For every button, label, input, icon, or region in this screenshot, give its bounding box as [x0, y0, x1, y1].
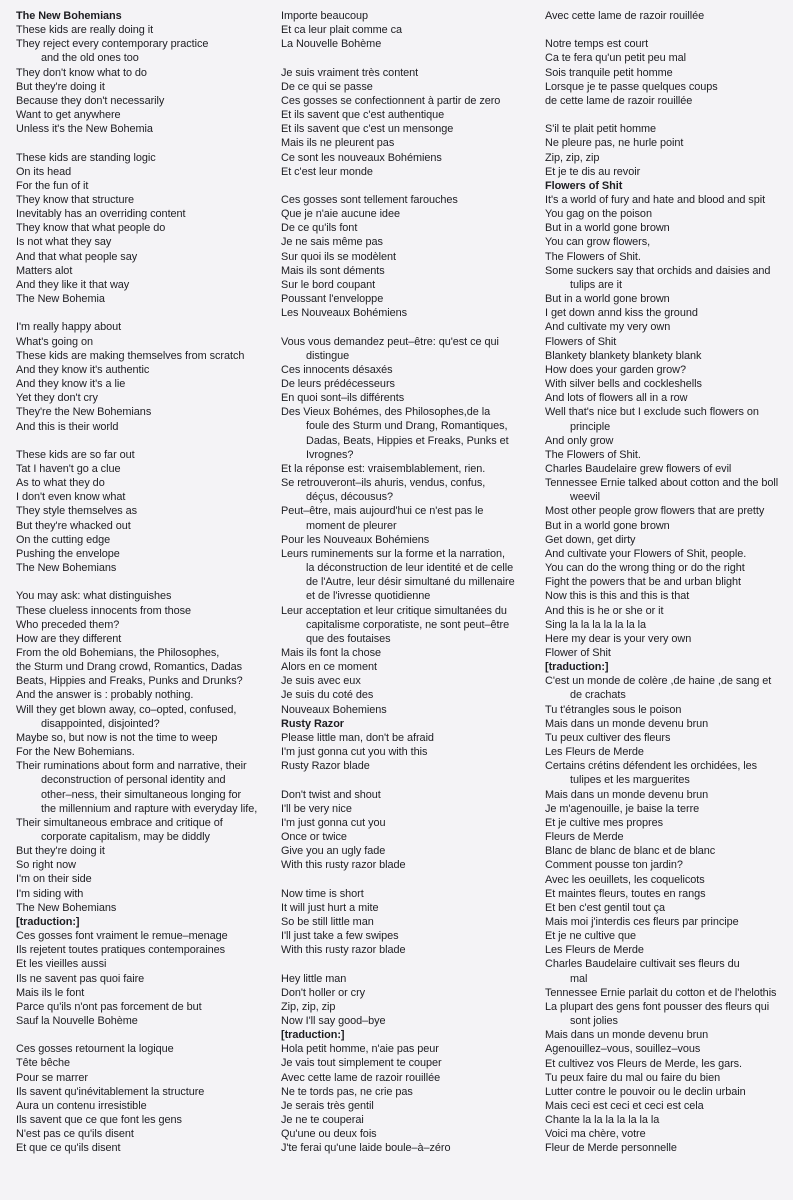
- lyric-line: moment de pleurer: [306, 519, 397, 532]
- lyric-line: Et je cultive mes propres: [545, 816, 663, 829]
- lyric-line: Ils ne savent pas quoi faire: [16, 972, 145, 985]
- lyric-line: Ils rejetent toutes pratiques contemporaines: [16, 944, 226, 957]
- lyric-line: Ces innocents désaxés: [281, 363, 393, 376]
- lyric-line: From the old Bohemians, the Philosophes,: [16, 646, 220, 659]
- lyric-line: Mais ceci est ceci et ceci est cela: [545, 1100, 704, 1112]
- lyric-line: Will they get blown away, co–opted, confused,: [16, 703, 237, 716]
- lyric-line: Mais dans un monde devenu brun: [545, 1029, 709, 1042]
- lyric-line: Et la réponse est: vraisemblablement, rien.: [281, 462, 486, 475]
- lyric-line: Les Nouveaux Bohémiens: [281, 307, 408, 320]
- lyric-line: Flowers of Shit: [545, 335, 617, 348]
- lyric-line: tulipes et les marguerites: [570, 774, 690, 787]
- lyric-line: Mais dans un monde devenu brun: [545, 717, 709, 730]
- lyric-line: capitalisme corporatiste, ne sont peut–être: [306, 618, 510, 631]
- lyric-line: I'm siding with: [16, 887, 84, 900]
- stanza-break: [281, 179, 539, 193]
- lyric-line: Blanc de blanc de blanc et de blanc: [545, 845, 716, 858]
- lyric-line: Zip, zip, zip: [545, 151, 600, 164]
- lyric-line: Ils savent que ce que font les gens: [16, 1114, 182, 1127]
- lyric-line: Who preceded them?: [16, 618, 120, 631]
- lyric-line: other–ness, their simultaneous longing for: [41, 788, 242, 801]
- lyric-line: And they like it that way: [16, 278, 130, 291]
- lyric-line: En quoi sont–ils différents: [281, 392, 405, 405]
- lyric-line: They style themselves as: [16, 505, 138, 518]
- lyric-line: Is not what they say: [16, 236, 112, 249]
- lyric-line: Comment pousse ton jardin?: [545, 859, 683, 872]
- lyric-line: And this is he or she or it: [545, 604, 664, 617]
- lyric-line: Et que ce qu'ils disent: [16, 1142, 121, 1155]
- lyric-line: Vous vous demandez peut–être: qu'est ce qui: [281, 335, 499, 348]
- lyric-line: Tennessee Ernie talked about cotton and the boll: [545, 477, 779, 490]
- lyric-line: Most other people grow flowers that are pretty: [545, 505, 765, 518]
- lyric-line: Blankety blankety blankety blank: [545, 349, 702, 362]
- section-heading: Rusty Razor: [281, 717, 344, 730]
- lyric-line: Poussant l'enveloppe: [281, 293, 384, 306]
- lyric-line: Et je ne cultive que: [545, 930, 637, 943]
- lyric-line: And this is their world: [16, 420, 119, 433]
- lyric-line: weevil: [570, 491, 600, 504]
- lyric-line: I'm just gonna cut you: [281, 816, 386, 829]
- lyric-line: Chante la la la la la la la: [545, 1114, 660, 1127]
- lyric-line: You gag on the poison: [545, 208, 652, 221]
- lyric-line: Flower of Shit: [545, 647, 611, 659]
- lyric-line: Don't twist and shout: [281, 788, 381, 801]
- lyric-line: Now time is short: [281, 887, 364, 900]
- stanza-break: [545, 108, 793, 122]
- lyric-line: Parce qu'ils n'ont pas forcement de but: [16, 1000, 202, 1013]
- lyric-line: I'll just take a few swipes: [281, 930, 399, 943]
- lyric-line: Je suis avec eux: [281, 675, 361, 688]
- lyric-line: Je m'agenouille, je baise la terre: [545, 802, 700, 815]
- lyric-line: It will just hurt a mite: [281, 901, 379, 914]
- lyric-line: Their simultaneous embrace and critique of: [16, 816, 223, 829]
- lyric-line: The Flowers of Shit.: [545, 250, 641, 263]
- stanza-break: [281, 872, 539, 886]
- lyric-line: These kids are making themselves from scratch: [16, 349, 245, 362]
- lyric-line: Nouveaux Bohemiens: [281, 703, 387, 716]
- lyric-line: And cultivate my very own: [545, 321, 671, 334]
- lyric-line: de crachats: [570, 689, 626, 702]
- lyric-line: As to what they do: [16, 477, 105, 490]
- lyric-line: Mais dans un monde devenu brun: [545, 788, 709, 801]
- lyric-line: Et c'est leur monde: [281, 165, 373, 178]
- lyric-line: Je suis du coté des: [281, 689, 374, 702]
- lyric-line: Et ca leur plait comme ca: [281, 24, 403, 37]
- lyric-line: Fight the powers that be and urban blight: [545, 576, 741, 589]
- lyric-line: These clueless innocents from those: [16, 604, 192, 617]
- lyric-line: Charles Baudelaire grew flowers of evil: [545, 462, 732, 475]
- lyric-line: With this rusty razor blade: [281, 859, 406, 872]
- lyric-line: I'm just gonna cut you with this: [281, 746, 428, 759]
- lyric-line: Inevitably has an overriding content: [16, 208, 186, 221]
- lyric-line: Ils savent qu'inévitablement la structure: [16, 1085, 205, 1098]
- lyric-line: They know that what people do: [16, 222, 166, 235]
- lyric-line: Mais ils le font: [16, 986, 85, 999]
- lyric-line: I don't even know what: [16, 491, 126, 504]
- lyric-line: With this rusty razor blade: [281, 944, 406, 957]
- lyric-line: You may ask: what distinguishes: [16, 590, 172, 603]
- lyric-line: But in a world gone brown: [545, 519, 670, 532]
- lyric-line: Mais moi j'interdis ces fleurs par principe: [545, 915, 739, 928]
- lyric-line: Peut–être, mais aujourd'hui ce n'est pas le: [281, 505, 484, 518]
- lyric-line: Importe beaucoup: [281, 10, 368, 22]
- lyric-line: Je vais tout simplement te couper: [281, 1057, 442, 1070]
- lyric-line: Mais ils ne pleurent pas: [281, 137, 395, 150]
- lyric-line: How does your garden grow?: [545, 363, 686, 376]
- stanza-break: [16, 1028, 274, 1042]
- lyric-line: Fleurs de Merde: [545, 831, 624, 844]
- lyric-line: The Flowers of Shit.: [545, 448, 641, 461]
- lyric-line: Tennessee Ernie parlait du cotton et de l'helothis: [545, 986, 777, 999]
- lyric-line: Et je te dis au revoir: [545, 165, 641, 178]
- lyric-line: Get down, get dirty: [545, 533, 636, 546]
- stanza-break: [281, 320, 539, 334]
- lyric-line: Please little man, don't be afraid: [281, 731, 434, 744]
- lyric-line: Sur le bord coupant: [281, 278, 376, 291]
- lyric-line: Want to get anywhere: [16, 109, 121, 122]
- section-heading: [traduction:]: [545, 661, 609, 674]
- lyric-line: Et cultivez vos Fleurs de Merde, les gars.: [545, 1057, 743, 1070]
- section-heading: [traduction:]: [281, 1029, 345, 1042]
- lyric-line: But in a world gone brown: [545, 293, 670, 306]
- lyric-line: corporate capitalism, may be diddly: [41, 831, 210, 843]
- lyric-line: On the cutting edge: [16, 533, 111, 546]
- lyric-line: But they're doing it: [16, 80, 105, 93]
- lyric-line: Zip, zip, zip: [281, 1000, 336, 1013]
- lyric-line: These kids are really doing it: [16, 24, 154, 37]
- lyric-line: Tat I haven't go a clue: [16, 462, 121, 475]
- lyric-line: But they're whacked out: [16, 519, 131, 532]
- lyric-line: Give you an ugly fade: [281, 845, 386, 858]
- lyric-line: For the fun of it: [16, 179, 89, 192]
- lyric-line: I'm on their side: [16, 873, 92, 886]
- lyric-line: C'est un monde de colère ,de haine ,de sang et: [545, 675, 772, 688]
- lyric-line: Qu'une ou deux fois: [281, 1128, 377, 1141]
- lyric-line: Ces gosses retournent la logique: [16, 1043, 174, 1056]
- lyric-line: Their ruminations about form and narrative, their: [16, 760, 247, 773]
- stanza-break: [281, 773, 539, 787]
- lyric-line: And they know it's a lie: [16, 378, 126, 391]
- lyrics-column-1: [16, 9, 274, 1156]
- lyric-line: Mais ils font la chose: [281, 646, 381, 659]
- lyric-line: Dadas, Beats, Hippies et Freaks, Punks et: [306, 434, 509, 447]
- lyric-line: Don't holler or cry: [281, 986, 366, 999]
- lyric-line: You can do the wrong thing or do the right: [545, 562, 745, 575]
- lyric-line: Voici ma chère, votre: [545, 1128, 646, 1141]
- lyric-line: They're the New Bohemians: [16, 406, 152, 419]
- lyric-line: Je suis vraiment très content: [281, 66, 419, 79]
- lyric-line: Sur quoi ils se modèlent: [281, 250, 397, 263]
- lyric-line: They don't know what to do: [16, 66, 147, 79]
- lyric-line: And the answer is : probably nothing.: [16, 689, 194, 702]
- stanza-break: [16, 434, 274, 448]
- lyric-line: Here my dear is your very own: [545, 632, 692, 645]
- lyric-line: Alors en ce moment: [281, 661, 377, 674]
- lyric-line: De ce qu'ils font: [281, 222, 358, 235]
- lyrics-column-2: [281, 9, 539, 1156]
- lyric-line: Fleur de Merde personnelle: [545, 1142, 677, 1155]
- lyric-line: Ce sont les nouveaux Bohémiens: [281, 151, 442, 164]
- lyric-line: Rusty Razor blade: [281, 760, 370, 773]
- lyric-line: And they know it's authentic: [16, 363, 150, 376]
- stanza-break: [545, 23, 793, 37]
- lyric-line: Ivrognes?: [306, 448, 354, 461]
- lyric-line: Matters alot: [16, 264, 73, 277]
- lyric-line: Unless it's the New Bohemia: [16, 123, 153, 136]
- lyric-line: Tu t'étrangles sous le poison: [545, 703, 682, 716]
- lyric-line: Because they don't necessarily: [16, 94, 165, 107]
- lyric-line: Leurs ruminements sur la forme et la narration,: [281, 547, 506, 560]
- stanza-break: [16, 136, 274, 150]
- lyric-line: These kids are standing logic: [16, 151, 156, 164]
- lyric-line: Now this is this and this is that: [545, 590, 690, 603]
- lyric-line: I get down annd kiss the ground: [545, 307, 698, 320]
- lyric-line: Sauf la Nouvelle Bohème: [16, 1015, 138, 1028]
- lyric-line: Certains crétins défendent les orchidées, les: [545, 760, 758, 773]
- lyric-line: Et maintes fleurs, toutes en rangs: [545, 887, 706, 900]
- lyric-line: Et ben c'est gentil tout ça: [545, 901, 665, 914]
- lyric-line: Charles Baudelaire cultivait ses fleurs du: [545, 958, 740, 971]
- lyric-line: Avec cette lame de razoir rouillée: [545, 10, 705, 22]
- lyric-line: The New Bohemians: [16, 901, 117, 914]
- lyric-line: Et les vieilles aussi: [16, 958, 107, 971]
- lyric-line: Et ils savent que c'est un mensonge: [281, 123, 454, 136]
- lyric-line: Hey little man: [281, 972, 347, 985]
- lyric-line: On its head: [16, 165, 72, 178]
- lyric-line: So right now: [16, 859, 76, 872]
- lyric-line: And lots of flowers all in a row: [545, 392, 688, 405]
- lyric-line: J'te ferai qu'une laide boule–à–zéro: [281, 1142, 451, 1155]
- lyric-line: Se retrouveront–ils ahuris, vendus, confus,: [281, 477, 486, 490]
- lyric-line: Sing la la la la la la la: [545, 618, 647, 631]
- stanza-break: [281, 51, 539, 65]
- lyric-line: But in a world gone brown: [545, 222, 670, 235]
- lyric-line: Avec les oeuillets, les coquelicots: [545, 873, 705, 886]
- lyric-line: Maybe so, but now is not the time to weep: [16, 731, 218, 744]
- lyric-line: For the New Bohemians.: [16, 746, 135, 759]
- lyric-line: Et ils savent que c'est authentique: [281, 109, 445, 122]
- lyric-line: Que je n'aie aucune idee: [281, 208, 400, 221]
- lyric-line: It's a world of fury and hate and blood and spit: [545, 194, 766, 206]
- lyric-line: Pour se marrer: [16, 1071, 88, 1084]
- lyric-line: Agenouillez–vous, souillez–vous: [545, 1043, 701, 1056]
- lyric-line: Je ne sais même pas: [281, 236, 383, 249]
- lyric-line: You can grow flowers,: [545, 236, 651, 249]
- lyric-line: Leur acceptation et leur critique simultanées du: [281, 604, 507, 617]
- lyric-line: Pour les Nouveaux Bohémiens: [281, 533, 430, 546]
- lyric-line: De leurs prédécesseurs: [281, 378, 395, 391]
- lyric-line: Beats, Hippies and Freaks, Punks and Drunks?: [16, 675, 243, 688]
- lyric-line: and the old ones too: [41, 52, 139, 65]
- lyric-line: Notre temps est court: [545, 38, 649, 51]
- lyric-line: And cultivate your Flowers of Shit, people.: [545, 547, 747, 560]
- lyric-line: Tu peux faire du mal ou faire du bien: [545, 1071, 721, 1084]
- lyric-line: the Sturm und Drang crowd, Romantics, Dadas: [16, 661, 243, 674]
- lyric-line: Les Fleurs de Merde: [545, 746, 644, 759]
- stanza-break: [281, 957, 539, 971]
- lyric-line: et de l'ivresse quotidienne: [306, 590, 431, 603]
- lyric-line: principle: [570, 420, 611, 433]
- lyric-line: What's going on: [16, 335, 94, 348]
- lyric-line: Aura un contenu irresistible: [16, 1099, 147, 1112]
- lyric-line: La plupart des gens font pousser des fleurs qui: [545, 1000, 770, 1013]
- lyric-line: Ne pleure pas, ne hurle point: [545, 137, 684, 150]
- lyric-line: Hola petit homme, n'aie pas peur: [281, 1043, 439, 1056]
- lyric-line: the millennium and rapture with everyday life,: [41, 802, 258, 815]
- lyric-line: Ces gosses sont tellement farouches: [281, 194, 458, 206]
- lyric-line: Mais ils sont déments: [281, 264, 385, 277]
- lyric-line: I'm really happy about: [16, 321, 122, 334]
- lyric-line: The New Bohemians: [16, 562, 117, 575]
- lyric-line: N'est pas ce qu'ils disent: [16, 1128, 134, 1141]
- lyric-line: Yet they don't cry: [16, 392, 98, 405]
- lyric-line: deconstruction of personal identity and: [41, 774, 226, 787]
- lyrics-column-3: [545, 9, 793, 1200]
- lyric-line: The New Bohemia: [16, 293, 105, 306]
- lyric-line: Lutter contre le pouvoir ou le declin urbain: [545, 1085, 746, 1098]
- lyric-line: Sois tranquile petit homme: [545, 66, 673, 79]
- lyric-line: Now I'll say good–bye: [281, 1015, 386, 1027]
- lyric-line: Once or twice: [281, 831, 347, 843]
- stanza-break: [16, 306, 274, 320]
- lyric-line: With silver bells and cockleshells: [545, 378, 702, 391]
- lyric-line: Ne te tords pas, ne crie pas: [281, 1085, 413, 1098]
- lyric-line: Lorsque je te passe quelques coups: [545, 80, 718, 93]
- lyric-line: Des Vieux Bohémes, des Philosophes,de la: [281, 406, 491, 419]
- lyric-line: disappointed, disjointed?: [41, 717, 160, 730]
- lyric-line: De ce qui se passe: [281, 80, 373, 93]
- lyric-line: foule des Sturm und Drang, Romantiques,: [306, 420, 508, 433]
- lyric-line: Je ne te couperai: [281, 1114, 364, 1127]
- lyric-line: Avec cette lame de razoir rouillée: [281, 1071, 441, 1084]
- lyric-line: que des foutaises: [306, 632, 391, 645]
- lyric-line: And only grow: [545, 434, 614, 447]
- stanza-break: [16, 575, 274, 589]
- lyric-line: de cette lame de razoir rouillée: [545, 94, 693, 107]
- lyric-line: Je serais très gentil: [281, 1099, 374, 1112]
- lyric-line: Pushing the envelope: [16, 547, 120, 560]
- lyric-line: Ca te fera qu'un petit peu mal: [545, 52, 687, 65]
- lyric-line: And that what people say: [16, 250, 138, 263]
- lyric-line: So be still little man: [281, 915, 374, 928]
- lyric-line: La Nouvelle Bohème: [281, 38, 382, 51]
- section-heading: The New Bohemians: [16, 10, 122, 22]
- lyric-line: mal: [570, 972, 588, 985]
- lyric-line: distingue: [306, 349, 350, 362]
- section-heading: Flowers of Shit: [545, 179, 623, 192]
- lyric-line: They reject every contemporary practice: [16, 38, 209, 51]
- lyric-line: déçus, décousus?: [306, 491, 393, 504]
- lyric-line: tulips are it: [570, 278, 623, 291]
- lyric-line: S'il te plait petit homme: [545, 123, 656, 136]
- lyric-line: How are they different: [16, 632, 122, 645]
- lyric-line: sont jolies: [570, 1015, 618, 1028]
- lyric-line: Les Fleurs de Merde: [545, 944, 644, 957]
- lyric-line: Ces gosses se confectionnent à partir de zero: [281, 94, 501, 107]
- lyric-line: These kids are so far out: [16, 448, 135, 461]
- lyric-line: Ces gosses font vraiment le remue–menage: [16, 930, 228, 943]
- lyric-line: I'll be very nice: [281, 802, 352, 815]
- lyric-line: But they're doing it: [16, 845, 105, 858]
- section-heading: [traduction:]: [16, 915, 80, 928]
- lyric-line: Tu peux cultiver des fleurs: [545, 731, 671, 744]
- lyric-line: Tête bêche: [16, 1057, 70, 1070]
- lyric-line: Some suckers say that orchids and daisies and: [545, 264, 771, 277]
- lyric-line: Well that's nice but I exclude such flowers on: [545, 406, 759, 419]
- lyric-line: la déconstruction de leur identité et de celle: [306, 562, 514, 575]
- lyric-line: They know that structure: [16, 194, 135, 207]
- lyric-line: de l'Autre, leur désir simultané du millenaire: [306, 576, 515, 589]
